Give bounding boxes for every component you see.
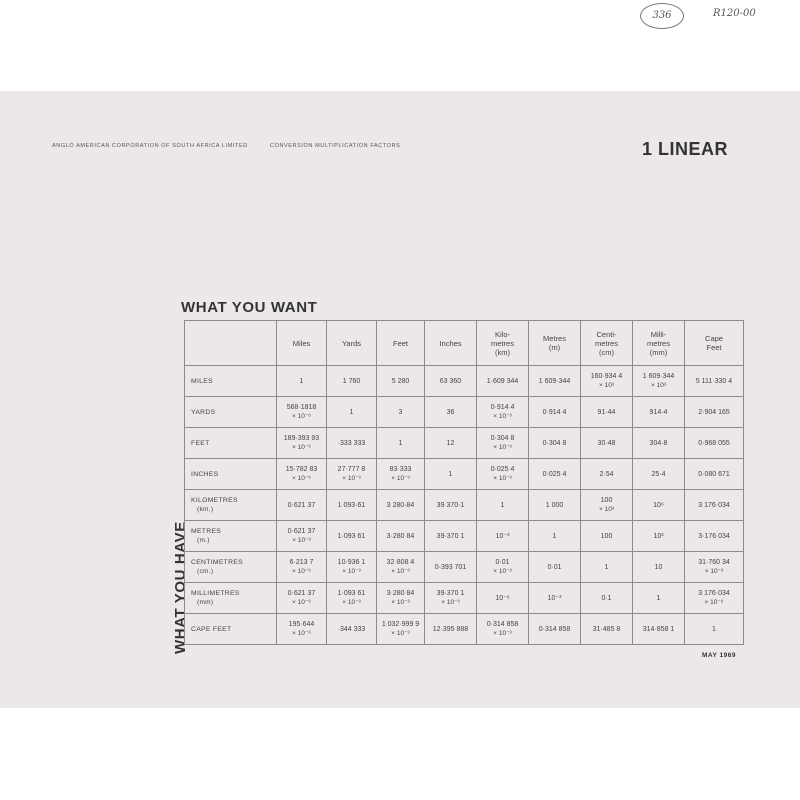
cell-exponent: × 10³ xyxy=(599,506,614,513)
table-cell xyxy=(377,490,425,521)
cell-value: 0·314 858 xyxy=(538,625,571,633)
cell-exponent: × 10⁻³ xyxy=(391,599,410,606)
cell-value: 32·808 4 xyxy=(386,559,415,566)
cell-value: 12·395 888 xyxy=(432,625,469,633)
cell-value: 0·914 4 xyxy=(542,408,567,416)
cell-value: 1 093·61 xyxy=(337,501,366,509)
table-cell xyxy=(277,490,327,521)
table-cell xyxy=(377,428,425,459)
table-cell xyxy=(685,366,744,397)
row-header-unit: (cm.) xyxy=(197,568,214,575)
table-cell xyxy=(529,614,581,645)
handwritten-code: 336 xyxy=(640,3,684,29)
column-header xyxy=(581,321,633,366)
cell-value: 25·4 xyxy=(651,470,666,478)
cell-exponent: × 10⁻³ xyxy=(391,568,410,575)
table-row xyxy=(185,521,744,552)
cell-value: 39·370 1 xyxy=(436,532,465,540)
row-header-label: INCHES xyxy=(191,470,219,478)
table-cell xyxy=(327,552,377,583)
column-header-line: Yards xyxy=(341,338,362,348)
cell-value: 36 xyxy=(446,408,455,416)
cell-exponent: × 10³ xyxy=(599,382,614,389)
table-cell xyxy=(685,397,744,428)
table-cell xyxy=(529,552,581,583)
cell-value: 304·8 xyxy=(649,439,668,447)
cell-value: 3·280 84 xyxy=(386,590,415,597)
cell-value: 31·485 8 xyxy=(592,625,621,633)
table-cell xyxy=(327,614,377,645)
table-cell xyxy=(581,366,633,397)
cell-value: 2·904 165 xyxy=(698,408,730,416)
cell-value: 6·213 7 xyxy=(289,559,314,566)
table-cell xyxy=(529,583,581,614)
column-header xyxy=(377,321,425,366)
cell-value: 1 xyxy=(552,532,557,540)
table-cell xyxy=(529,521,581,552)
row-header xyxy=(185,490,277,521)
cell-value: 31·760 34 xyxy=(698,559,730,566)
cell-value: 3 xyxy=(398,408,403,416)
handwritten-price: R120-00 xyxy=(713,8,756,19)
table-cell xyxy=(685,428,744,459)
cell-value: 0·914 4 xyxy=(490,404,515,411)
table-cell xyxy=(685,614,744,645)
table-cell xyxy=(277,521,327,552)
table-cell xyxy=(529,459,581,490)
row-header-unit: (km.) xyxy=(197,506,214,513)
row-header-label: CAPE FEET xyxy=(191,625,232,633)
table-cell xyxy=(425,583,477,614)
column-header-line: (mm) xyxy=(649,347,668,357)
table-cell xyxy=(327,366,377,397)
table-cell xyxy=(425,459,477,490)
cell-value: 3 280·84 xyxy=(386,501,415,509)
row-header-label: MILLIMETRES xyxy=(191,590,240,597)
table-cell xyxy=(581,552,633,583)
table-cell xyxy=(327,583,377,614)
table-cell xyxy=(529,366,581,397)
cell-value: 0·393 701 xyxy=(434,563,467,571)
cell-value: 10⁶ xyxy=(653,501,664,509)
table-cell xyxy=(477,366,529,397)
cell-exponent: × 10⁻⁶ xyxy=(292,568,311,575)
corner-cell xyxy=(185,321,277,366)
table-cell xyxy=(327,397,377,428)
table-cell xyxy=(377,583,425,614)
table-cell xyxy=(581,428,633,459)
cell-exponent: × 10⁻³ xyxy=(704,568,724,575)
column-header xyxy=(685,321,744,366)
cell-value: 1·093 61 xyxy=(337,590,366,597)
column-header-line: Inches xyxy=(439,338,462,348)
cell-value: 0·01 xyxy=(495,559,510,566)
column-header-line: Kilo- xyxy=(494,329,510,339)
cell-value: 1 xyxy=(448,470,453,478)
table-cell xyxy=(377,459,425,490)
row-header-label: CENTIMETRES xyxy=(191,559,244,566)
table-cell xyxy=(327,428,377,459)
column-header xyxy=(633,321,685,366)
column-header-line: (cm) xyxy=(599,347,614,357)
column-header-line: Feet xyxy=(706,343,722,352)
column-header-line: (km) xyxy=(495,347,510,357)
row-header-unit: (m.) xyxy=(197,537,210,544)
cell-value: 100 xyxy=(600,497,613,504)
row-header-unit: (mm) xyxy=(197,599,214,606)
table-cell xyxy=(633,366,685,397)
cell-exponent: × 10⁻³ xyxy=(342,599,361,606)
table-cell xyxy=(327,521,377,552)
column-header-line: (m) xyxy=(548,343,561,352)
table-cell xyxy=(377,521,425,552)
table-cell xyxy=(633,397,685,428)
cell-value: 1 609·344 xyxy=(538,377,571,385)
table-row xyxy=(185,614,744,645)
cell-value: 1 xyxy=(398,439,403,447)
rows-label: WHAT YOU HAVE xyxy=(172,521,189,654)
cell-value: 0·1 xyxy=(601,594,612,602)
cell-value: 10⁻³ xyxy=(495,532,510,540)
row-header xyxy=(185,459,277,490)
row-header xyxy=(185,366,277,397)
table-cell xyxy=(477,521,529,552)
cell-exponent: × 10⁻⁶ xyxy=(704,599,724,606)
column-header-line: Centi- xyxy=(596,329,617,339)
cell-value: ·333 333 xyxy=(337,439,366,447)
table-cell xyxy=(425,366,477,397)
column-header xyxy=(327,321,377,366)
table-cell xyxy=(529,490,581,521)
table-cell xyxy=(277,552,327,583)
row-header xyxy=(185,428,277,459)
cell-value: 3 176·034 xyxy=(698,590,730,597)
column-header-line: metres xyxy=(491,338,514,348)
table-cell xyxy=(327,490,377,521)
table-cell xyxy=(425,521,477,552)
document-subject: CONVERSION MULTIPLICATION FACTORS xyxy=(270,143,401,149)
cell-value: 15·782 83 xyxy=(285,466,318,473)
row-header xyxy=(185,583,277,614)
cell-value: 195·644 xyxy=(288,621,315,628)
table-cell xyxy=(425,614,477,645)
cell-value: 1 xyxy=(500,501,505,509)
cell-value: 10·936 1 xyxy=(337,559,366,566)
cell-value: 1 xyxy=(656,594,661,602)
conversion-table xyxy=(184,320,744,645)
column-header xyxy=(277,321,327,366)
cell-value: 3·280 84 xyxy=(386,532,415,540)
table-row xyxy=(185,552,744,583)
cell-exponent: × 10⁻⁶ xyxy=(292,444,311,451)
table-cell xyxy=(425,397,477,428)
table-cell xyxy=(277,428,327,459)
cell-value: 0·621 37 xyxy=(287,528,316,535)
cell-value: 63 360 xyxy=(439,377,462,385)
column-header xyxy=(425,321,477,366)
cell-value: 1 xyxy=(299,377,304,385)
table-cell xyxy=(633,614,685,645)
cell-value: ·344 333 xyxy=(337,625,366,633)
section-title: 1 LINEAR xyxy=(642,139,729,159)
cell-value: 1 xyxy=(604,563,609,571)
cell-value: 1 760 xyxy=(342,377,361,385)
table-row xyxy=(185,459,744,490)
table-cell xyxy=(685,552,744,583)
row-header-label: MILES xyxy=(191,377,213,385)
cell-value: 160·934 4 xyxy=(590,373,623,380)
row-header xyxy=(185,521,277,552)
issue-date: MAY 1969 xyxy=(702,652,736,659)
table-cell xyxy=(633,583,685,614)
table-cell xyxy=(377,397,425,428)
column-header xyxy=(529,321,581,366)
cell-value: 1·609 344 xyxy=(486,377,519,385)
row-header xyxy=(185,397,277,428)
cell-value: 30·48 xyxy=(597,439,616,447)
cell-value: 83·333 xyxy=(389,466,412,473)
cell-value: 10⁻³ xyxy=(547,594,562,602)
cell-value: 0·304 8 xyxy=(542,439,567,447)
cell-value: 0·621 37 xyxy=(287,501,316,509)
column-header-line: Metres xyxy=(543,334,566,343)
cell-exponent: × 10⁻³ xyxy=(493,444,512,451)
cell-exponent: × 10⁻³ xyxy=(493,475,512,482)
table-cell xyxy=(685,490,744,521)
cell-value: 10 xyxy=(654,563,663,571)
table-cell xyxy=(277,583,327,614)
cell-value: 314·858 1 xyxy=(642,625,675,633)
cell-exponent: × 10⁻³ xyxy=(342,568,361,575)
cell-exponent: × 10³ xyxy=(651,382,666,389)
column-header-line: Milli- xyxy=(650,329,667,339)
row-header xyxy=(185,552,277,583)
cell-value: 0·621 37 xyxy=(287,590,316,597)
cell-value: 914·4 xyxy=(649,408,668,416)
cell-exponent: × 10⁻⁶ xyxy=(292,413,311,420)
document-sheet xyxy=(0,91,800,708)
table-cell xyxy=(477,552,529,583)
cell-exponent: × 10⁻⁶ xyxy=(292,599,311,606)
cell-value: 12 xyxy=(446,439,455,447)
table-cell xyxy=(581,459,633,490)
table-cell xyxy=(277,366,327,397)
column-header-line: Feet xyxy=(392,338,408,348)
cell-value: 27·777 8 xyxy=(337,466,366,473)
table-cell xyxy=(685,459,744,490)
cell-exponent: × 10⁻³ xyxy=(391,475,410,482)
cell-value: 39·370 1 xyxy=(436,590,465,597)
cell-exponent: × 10⁻³ xyxy=(493,630,512,637)
cell-value: 91·44 xyxy=(597,408,616,416)
table-row xyxy=(185,397,744,428)
cell-value: 189·393 93 xyxy=(283,435,320,442)
table-cell xyxy=(477,428,529,459)
row-header-label: METRES xyxy=(191,528,222,535)
cell-value: 1 000 xyxy=(545,501,564,509)
cell-value: 0·01 xyxy=(547,563,562,571)
cell-value: 0·080 671 xyxy=(698,470,730,478)
cell-value: 1·093 61 xyxy=(337,532,366,540)
table-cell xyxy=(425,552,477,583)
row-header-label: YARDS xyxy=(191,408,216,416)
cell-value: 5 111·330 4 xyxy=(695,377,733,385)
table-cell xyxy=(277,397,327,428)
cell-value: 10³ xyxy=(653,532,664,540)
column-header xyxy=(477,321,529,366)
table-cell xyxy=(377,614,425,645)
table-cell xyxy=(529,428,581,459)
cell-value: 1 609·344 xyxy=(642,373,675,380)
table-row xyxy=(185,490,744,521)
cell-exponent: × 10⁻³ xyxy=(493,413,512,420)
table-cell xyxy=(633,428,685,459)
cell-value: 10⁻⁶ xyxy=(495,594,510,602)
table-cell xyxy=(529,397,581,428)
table-cell xyxy=(425,428,477,459)
cell-exponent: × 10⁻³ xyxy=(441,599,460,606)
table-cell xyxy=(327,459,377,490)
cell-value: 1 032·999 9 xyxy=(381,621,420,628)
cell-exponent: × 10⁻³ xyxy=(493,568,512,575)
table-cell xyxy=(477,490,529,521)
cell-exponent: × 10⁻⁶ xyxy=(292,475,311,482)
table-cell xyxy=(425,490,477,521)
cell-value: 0·314 858 xyxy=(486,621,519,628)
cell-value: 3·176 034 xyxy=(698,532,730,540)
cell-value: 0·025 4 xyxy=(490,466,515,473)
table-cell xyxy=(581,614,633,645)
table-cell xyxy=(377,366,425,397)
table-cell xyxy=(581,583,633,614)
column-header-line: Cape xyxy=(705,334,723,343)
table-cell xyxy=(581,521,633,552)
company-name: ANGLO AMERICAN CORPORATION OF SOUTH AFRICA LIMITED xyxy=(52,143,248,149)
column-header-line: metres xyxy=(647,338,670,348)
row-header-label: FEET xyxy=(191,439,210,447)
table-cell xyxy=(633,490,685,521)
table-cell xyxy=(581,397,633,428)
cell-value: 0·304 8 xyxy=(490,435,515,442)
cell-value: 5 280 xyxy=(391,377,410,385)
cell-exponent: × 10⁻³ xyxy=(391,630,410,637)
cell-value: 0·968 055 xyxy=(698,439,730,447)
row-header xyxy=(185,614,277,645)
cell-value: 2·54 xyxy=(599,470,614,478)
table-row xyxy=(185,428,744,459)
cell-value: 3 176·034 xyxy=(698,501,730,509)
cell-value: 568·1818 xyxy=(286,404,317,411)
row-header-label: KILOMETRES xyxy=(191,497,238,504)
table-cell xyxy=(477,397,529,428)
table-cell xyxy=(581,490,633,521)
column-header-line: metres xyxy=(595,338,618,348)
cell-exponent: × 10⁻⁶ xyxy=(292,630,311,637)
table-cell xyxy=(377,552,425,583)
cell-exponent: × 10⁻³ xyxy=(292,537,311,544)
cell-value: 0·025 4 xyxy=(542,470,567,478)
table-cell xyxy=(633,521,685,552)
table-header-row xyxy=(185,321,744,366)
table-cell xyxy=(633,459,685,490)
table-cell xyxy=(477,583,529,614)
table-cell xyxy=(277,614,327,645)
table-cell xyxy=(685,583,744,614)
cell-value: 1 xyxy=(712,625,716,633)
table-cell xyxy=(477,614,529,645)
cell-exponent: × 10⁻³ xyxy=(342,475,361,482)
table-row xyxy=(185,366,744,397)
cell-value: 39 370·1 xyxy=(436,501,465,509)
table-cell xyxy=(277,459,327,490)
column-header-line: Miles xyxy=(292,338,311,348)
table-row xyxy=(185,583,744,614)
table-cell xyxy=(633,552,685,583)
table-cell xyxy=(685,521,744,552)
cell-value: 100 xyxy=(600,532,613,540)
cell-value: 1 xyxy=(349,408,354,416)
table-cell xyxy=(477,459,529,490)
columns-label: WHAT YOU WANT xyxy=(181,299,318,316)
